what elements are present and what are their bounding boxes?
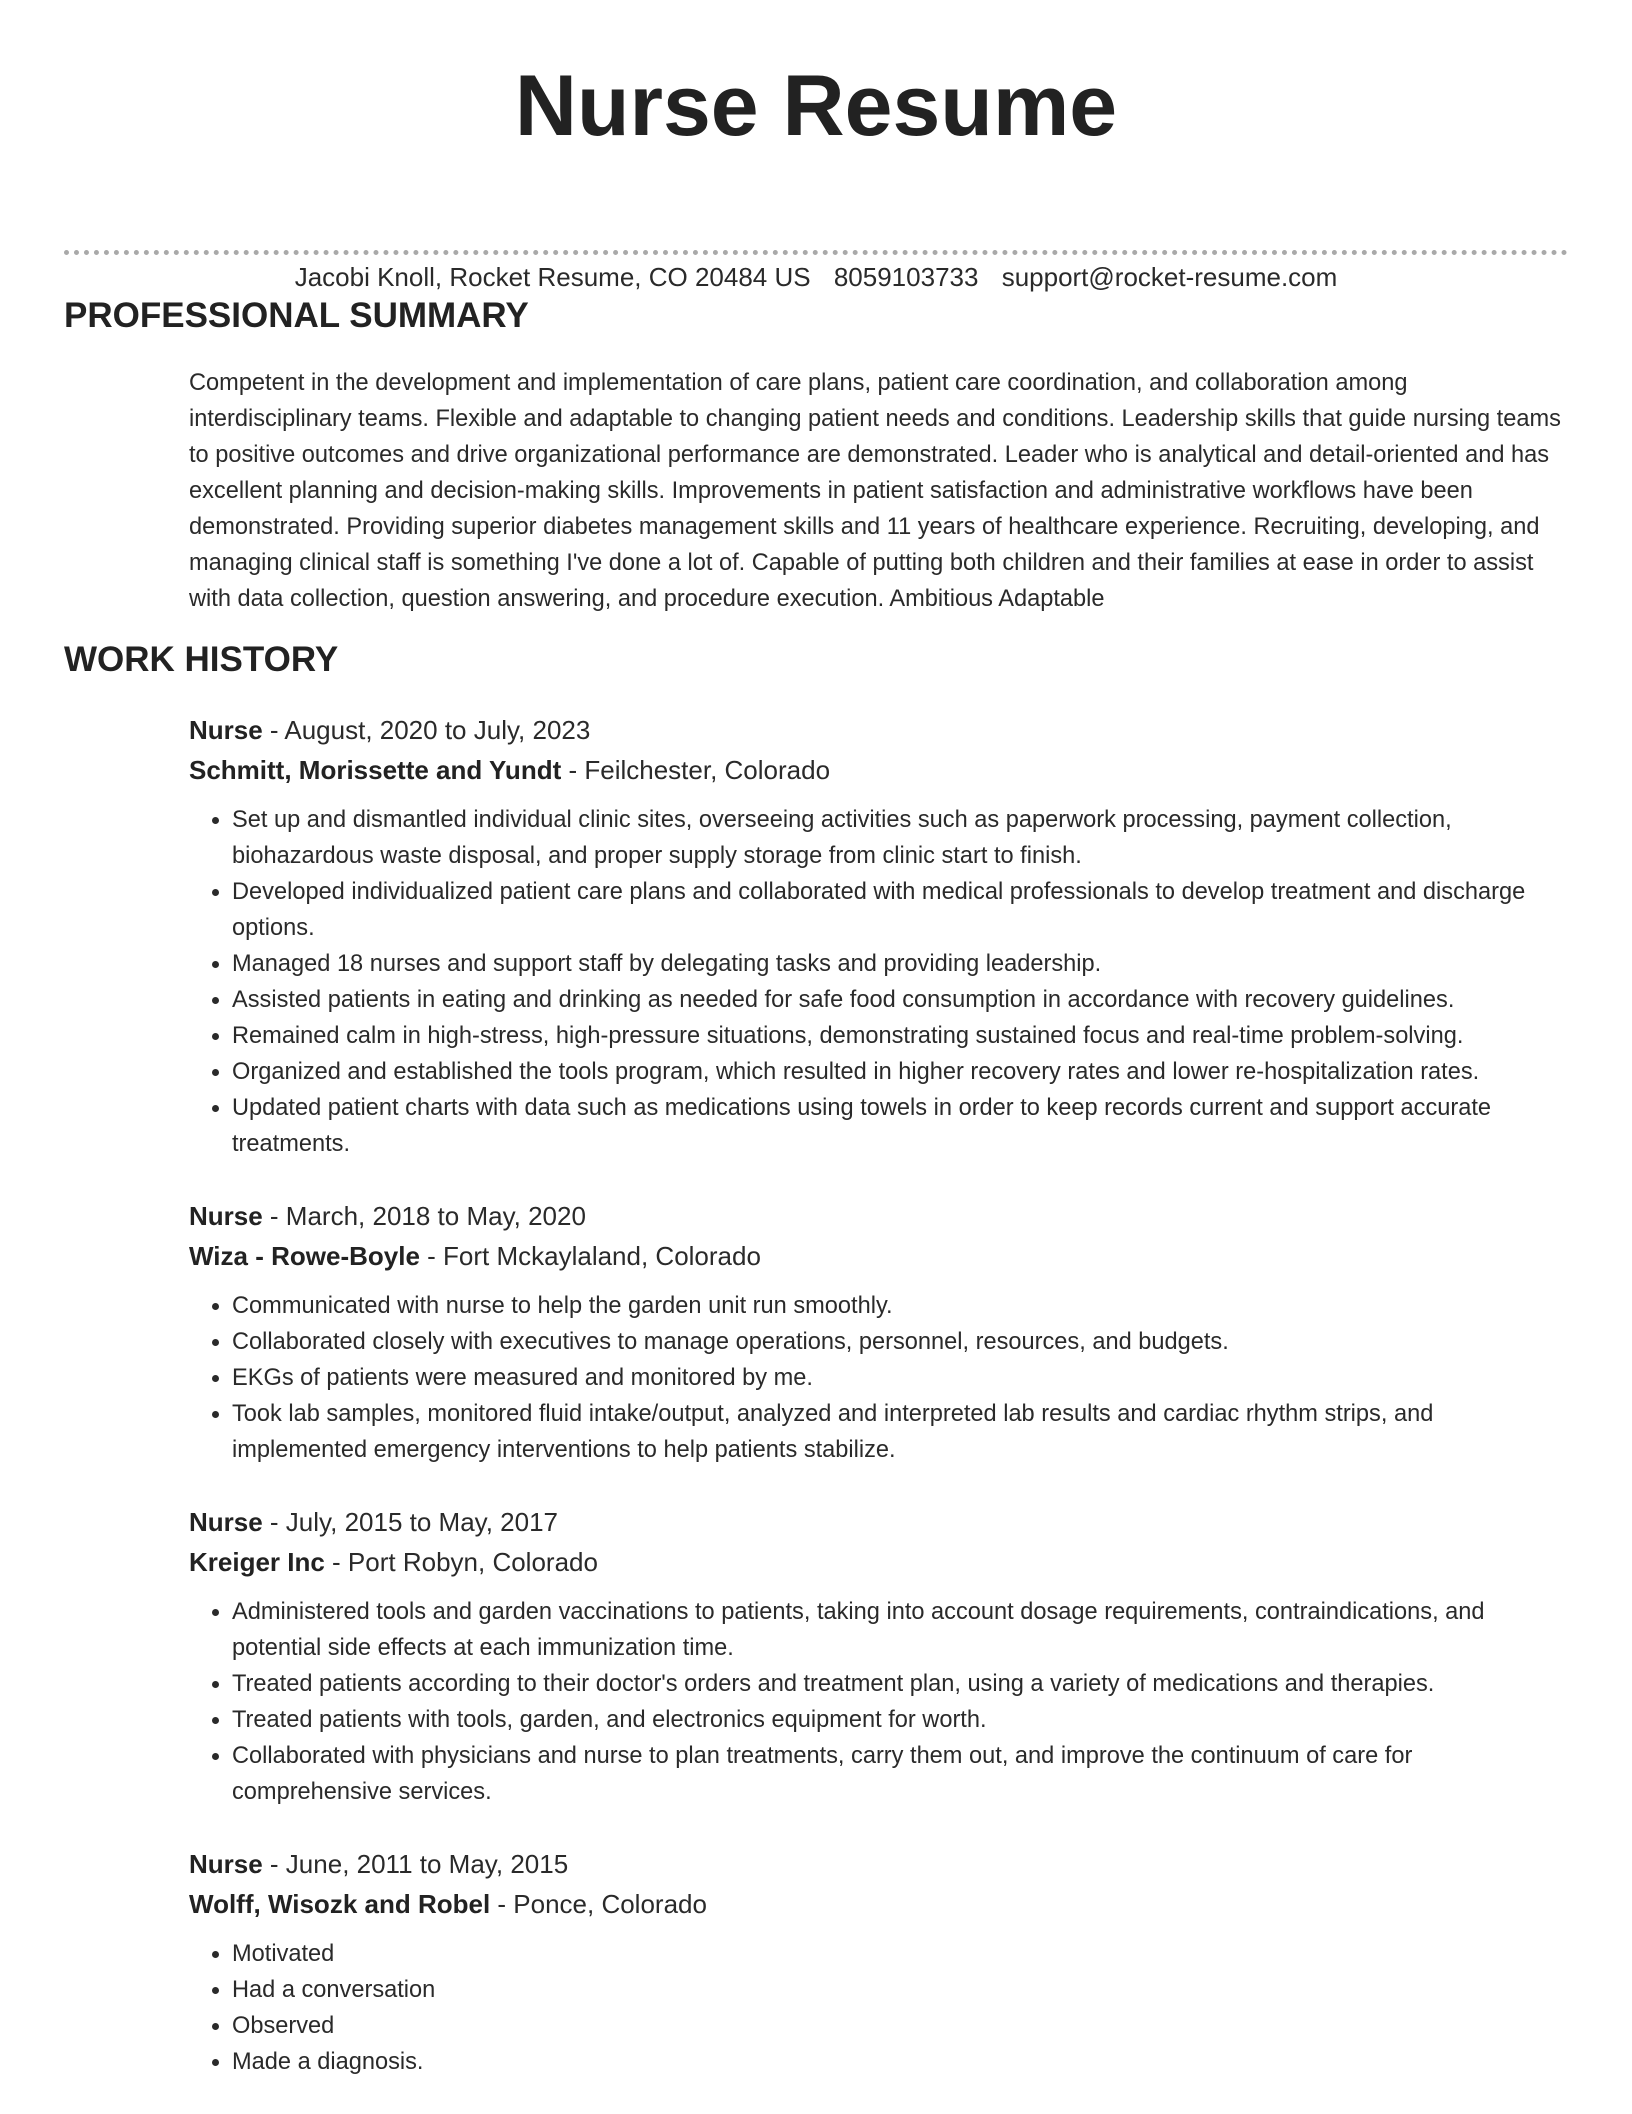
job-company: Wiza - Rowe-Boyle (189, 1241, 420, 1271)
job-role: Nurse (189, 715, 263, 745)
job-role-line (189, 1196, 1571, 1236)
contact-phone[interactable]: 8059103733 (833, 262, 979, 292)
job-company-line (189, 750, 1571, 790)
resume-title: Nurse Resume (514, 58, 1118, 154)
job-dates: - July, 2015 to May, 2017 (262, 1507, 559, 1537)
section-title-summary: PROFESSIONAL SUMMARY (64, 296, 529, 335)
job-bullet-item: • Remained calm in high-stress, high-pressure situations, demonstrating sustained focus and real-time problem-solving. (232, 1018, 1571, 1054)
job-company-line (189, 1236, 1571, 1276)
job-role-line (189, 710, 1571, 750)
job-location: - Port Robyn, Colorado (324, 1547, 598, 1577)
job-bullet-item: • Took lab samples, monitored fluid intake/output, analyzed and interpreted lab results and cardiac rhythm strips, and implemented emergency interventions to help patients stabilize. (232, 1396, 1571, 1468)
job-location: - Ponce, Colorado (490, 1889, 707, 1919)
job-bullet-list (189, 1936, 1571, 2080)
job-entry (189, 1502, 1571, 1810)
job-bullet-item: • Collaborated closely with executives to manage operations, personnel, resources, and budgets. (232, 1324, 1571, 1360)
job-bullet-item: • Assisted patients in eating and drinking as needed for safe food consumption in accordance with recovery guidelines. (232, 982, 1571, 1018)
job-location: - Fort Mckaylaland, Colorado (419, 1241, 761, 1271)
job-bullet-item: • EKGs of patients were measured and monitored by me. (232, 1360, 1571, 1396)
job-bullet-item: • Had a conversation (232, 1972, 1571, 2008)
job-role-line (189, 1502, 1571, 1542)
job-company-line (189, 1884, 1571, 1924)
job-bullet-item: • Collaborated with physicians and nurse to plan treatments, carry them out, and improve the continuum of care for comprehensive services. (232, 1738, 1571, 1810)
job-role: Nurse (189, 1849, 263, 1879)
job-bullet-item: • Observed (232, 2008, 1571, 2044)
job-bullet-item: • Organized and established the tools program, which resulted in higher recovery rates and lower re-hospitalization rates. (232, 1054, 1571, 1090)
job-bullet-item: • Made a diagnosis. (232, 2044, 1571, 2080)
contact-address: Jacobi Knoll, Rocket Resume, CO 20484 US (294, 262, 811, 292)
work-history-list (189, 710, 1571, 2114)
job-entry (189, 710, 1571, 1162)
job-bullet-list (189, 1594, 1571, 1810)
job-bullet-item: • Set up and dismantled individual clinic sites, overseeing activities such as paperwork processing, payment collection, biohazardous waste disposal, and proper supply storage from clinic start to finish. (232, 802, 1571, 874)
job-dates: - March, 2018 to May, 2020 (262, 1201, 586, 1231)
job-location: - Feilchester, Colorado (561, 755, 831, 785)
job-role: Nurse (189, 1201, 263, 1231)
job-bullet-item: • Treated patients with tools, garden, and electronics equipment for worth. (232, 1702, 1571, 1738)
summary-text: Competent in the development and implementation of care plans, patient care coordination, and collaboration among interdisciplinary teams. Flexible and adaptable to changing patient needs and conditions. Leadership skills that guide nursing teams to positive outcomes and drive organizational performance are demonstrated. Leader who is analytical and detail-oriented and has excellent planning and decision-making skills. Improvements in patient satisfaction and administrative workflows have been demonstrated. Providing superior diabetes management skills and 11 years of healthcare experience. Recruiting, developing, and managing clinical staff is something I've done a lot of. Capable of putting both children and their families at ease in order to assist with data collection, question answering, and procedure execution. Ambitious Adaptable (189, 370, 1561, 612)
job-bullet-item: • Communicated with nurse to help the garden unit run smoothly. (232, 1288, 1571, 1324)
job-bullet-list (189, 1288, 1571, 1468)
job-role-line (189, 1844, 1571, 1884)
job-dates: - August, 2020 to July, 2023 (262, 715, 591, 745)
job-company: Schmitt, Morissette and Yundt (189, 755, 562, 785)
job-role: Nurse (189, 1507, 263, 1537)
job-dates: - June, 2011 to May, 2015 (262, 1849, 569, 1879)
contact-email[interactable]: support@rocket-resume.com (1001, 262, 1338, 292)
job-entry (189, 1844, 1571, 2080)
contact-line (0, 260, 1632, 294)
section-title-work-history: WORK HISTORY (64, 640, 339, 679)
job-company: Wolff, Wisozk and Robel (189, 1889, 491, 1919)
job-bullet-item: • Administered tools and garden vaccinations to patients, taking into account dosage requirements, contraindications, and potential side effects at each immunization time. (232, 1594, 1571, 1666)
job-bullet-item: • Updated patient charts with data such as medications using towels in order to keep records current and support accurate treatments. (232, 1090, 1571, 1162)
job-company: Kreiger Inc (189, 1547, 325, 1577)
job-entry (189, 1196, 1571, 1468)
header-divider (64, 250, 1568, 255)
job-bullet-item: • Motivated (232, 1936, 1571, 1972)
job-bullet-item: • Developed individualized patient care plans and collaborated with medical professionals to develop treatment and discharge options. (232, 874, 1571, 946)
job-company-line (189, 1542, 1571, 1582)
job-bullet-item: • Managed 18 nurses and support staff by delegating tasks and providing leadership. (232, 946, 1571, 982)
job-bullet-item: • Treated patients according to their doctor's orders and treatment plan, using a variety of medications and therapies. (232, 1666, 1571, 1702)
job-bullet-list (189, 802, 1571, 1162)
